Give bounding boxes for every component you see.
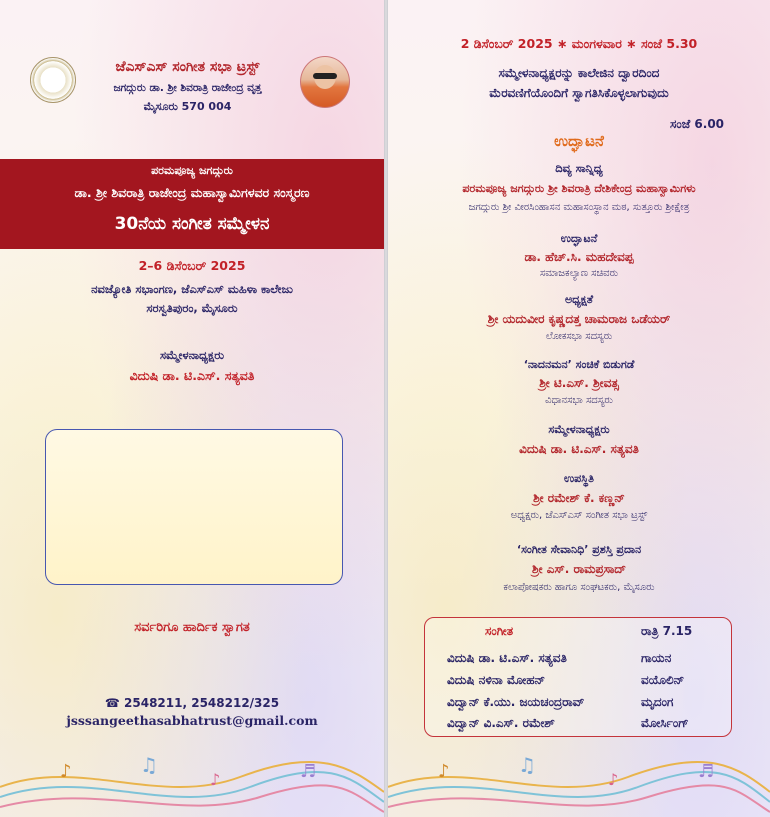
artist-name: ವಿದುಷಿ ಡಾ. ಟಿ.ಎಸ್. ಸತ್ಯವತಿ: [447, 651, 567, 665]
section-label: ಅಧ್ಯಕ್ಷತೆ: [564, 293, 594, 306]
title-banner: [0, 159, 384, 249]
section-desc: ಲೋಕಸಭಾ ಸದಸ್ಯರು: [545, 331, 613, 342]
swamiji-portrait: [300, 56, 350, 108]
inauguration-heading: ಉದ್ಘಾಟನೆ: [554, 132, 604, 150]
svg-text:♬: ♬: [698, 761, 715, 782]
music-notes-decoration: [0, 747, 384, 817]
president-name: ವಿದುಷಿ ಡಾ. ಟಿ.ಎಸ್. ಸತ್ಯವತಿ: [129, 368, 255, 383]
photo-placeholder: [45, 429, 343, 585]
artist-name: ವಿದ್ವಾನ್ ಕೆ.ಯು. ಜಯಚಂದ್ರರಾವ್: [447, 695, 585, 709]
section-label: ‘ಸಂಗೀತ ಸೇವಾನಿಧಿ’ ಪ್ರಶಸ್ತಿ ಪ್ರದಾನ: [516, 543, 642, 556]
concert-time: ರಾತ್ರಿ 7.15: [641, 624, 693, 638]
artist-role: ಮೋರ್ಸಿಂಗ್: [641, 716, 689, 730]
section-name: ವಿದುಷಿ ಡಾ. ಟಿ.ಎಸ್. ಸತ್ಯವತಿ: [519, 442, 639, 456]
section-label: ದಿವ್ಯ ಸಾನ್ನಿಧ್ಯ: [555, 161, 603, 175]
banner-line2: ಡಾ. ಶ್ರೀ ಶಿವರಾತ್ರಿ ರಾಜೇಂದ್ರ ಮಹಾಸ್ವಾಮಿಗಳವರ ಸಂಸ್ಮರಣ: [74, 185, 310, 200]
section-desc: ವಿಧಾನಸಭಾ ಸದಸ್ಯರು: [545, 395, 613, 406]
concert-box: [424, 617, 732, 737]
music-notes-decoration: [388, 747, 770, 817]
section-desc: ಅಧ್ಯಕ್ಷರು, ಜೆಎಸ್‌ಎಸ್ ಸಂಗೀತ ಸಭಾ ಟ್ರಸ್ಟ್: [510, 510, 648, 521]
section-name: ಡಾ. ಹೆಚ್.ಸಿ. ಮಹದೇವಪ್ಪ: [524, 250, 634, 264]
email-address: jsssangeethasabhatrust@gmail.com: [66, 713, 318, 728]
phone-numbers: ☎ 2548211, 2548212/325: [104, 696, 280, 710]
artist-role: ವಯೊಲಿನ್: [641, 673, 685, 687]
svg-text:♫: ♫: [518, 753, 536, 777]
section-name: ಶ್ರೀ ಟಿ.ಎಸ್. ಶ್ರೀವತ್ಸ: [539, 376, 619, 390]
svg-text:♪: ♪: [438, 761, 450, 782]
svg-text:♫: ♫: [140, 753, 158, 777]
artist-role: ಮೃದಂಗ: [641, 695, 674, 709]
svg-text:♪: ♪: [210, 770, 221, 789]
section-name: ಶ್ರೀ ಯದುವೀರ ಕೃಷ್ಣದತ್ತ ಚಾಮರಾಜ ಒಡೆಯರ್: [487, 312, 671, 326]
svg-text:♬: ♬: [300, 761, 317, 782]
section-label: ‘ನಾದನಮನ’ ಸಂಚಿಕೆ ಬಿಡುಗಡೆ: [523, 358, 635, 371]
section-label: ಉದ್ಘಾಟನೆ: [560, 232, 598, 245]
festival-dates: 2–6 ಡಿಸೆಂಬರ್ 2025: [138, 258, 246, 273]
trust-name: ಜೆಎಸ್‌ಎಸ್ ಸಂಗೀತ ಸಭಾ ಟ್ರಸ್ಟ್: [115, 59, 260, 75]
section-desc: ಕಲಾಪೋಷಕರು ಹಾಗೂ ಸಂಘಟಕರು, ಮೈಸೂರು: [503, 582, 655, 593]
concert-heading: ಸಂಗೀತ: [485, 624, 514, 638]
section-label: ಸಮ್ಮೇಳನಾಧ್ಯಕ್ಷರು: [548, 423, 610, 436]
procession-line1: ಸಮ್ಮೇಳನಾಧ್ಯಕ್ಷರನ್ನು ಕಾಲೇಜಿನ ದ್ವಾರದಿಂದ: [498, 66, 660, 80]
trust-logo: [30, 57, 76, 103]
left-panel: [0, 0, 384, 817]
address-line1: ಜಗದ್ಗುರು ಡಾ. ಶ್ರೀ ಶಿವರಾತ್ರಿ ರಾಜೇಂದ್ರ ವೃತ್ತ: [113, 82, 262, 94]
section-label: ಉಪಸ್ಥಿತಿ: [563, 472, 595, 485]
banner-line3: 30ನೆಯ ಸಂಗೀತ ಸಮ್ಮೇಳನ: [114, 214, 270, 234]
svg-text:♪: ♪: [60, 761, 72, 782]
section-name: ಶ್ರೀ ಎಸ್. ರಾಮಪ್ರಸಾದ್: [532, 562, 626, 576]
venue-line2: ಸರಸ್ವತಿಪುರಂ, ಮೈಸೂರು: [146, 301, 238, 315]
artist-role: ಗಾಯನ: [641, 651, 672, 665]
section-desc: ಸಮಾಜಕಲ್ಯಾಣ ಸಚಿವರು: [539, 268, 619, 279]
section-name: ಪರಮಪೂಜ್ಯ ಜಗದ್ಗುರು ಶ್ರೀ ಶಿವರಾತ್ರಿ ದೇಶಿಕೇಂದ್ರ ಮಹಾಸ್ವಾಮಿಗಳು: [462, 182, 696, 195]
president-label: ಸಮ್ಮೇಳನಾಧ್ಯಕ್ಷರು: [159, 348, 225, 362]
artist-name: ವಿದುಷಿ ನಳಿನಾ ಮೋಹನ್: [447, 673, 546, 687]
address-line2: ಮೈಸೂರು 570 004: [143, 100, 232, 113]
right-panel: [388, 0, 770, 817]
time-6pm: ಸಂಜೆ 6.00: [670, 117, 725, 131]
section-name: ಶ್ರೀ ರಮೇಶ್ ಕೆ. ಕಣ್ಣನ್: [533, 491, 625, 505]
artist-name: ವಿದ್ವಾನ್ ವಿ.ಎಸ್. ರಮೇಶ್: [447, 716, 555, 730]
section-desc: ಜಗದ್ಗುರು ಶ್ರೀ ವೀರಸಿಂಹಾಸನ ಮಹಾಸಂಸ್ಥಾನ ಮಠ, ಸುತ್ತೂರು ಶ್ರೀಕ್ಷೇತ್ರ: [468, 202, 690, 213]
procession-line2: ಮೆರವಣಿಗೆಯೊಂದಿಗೆ ಸ್ವಾಗತಿಸಿಕೊಳ್ಳಲಾಗುವುದು: [489, 86, 669, 100]
banner-line1: ಪರಮಪೂಜ್ಯ ಜಗದ್ಗುರು: [151, 164, 233, 177]
venue-line1: ನವಜ್ಯೋತಿ ಸಭಾಂಗಣ, ಜೆಎಸ್‌ಎಸ್ ಮಹಿಳಾ ಕಾಲೇಜು: [91, 282, 293, 296]
svg-text:♪: ♪: [608, 770, 619, 789]
event-date-line: 2 ಡಿಸೆಂಬರ್ 2025 ∗ ಮಂಗಳವಾರ ∗ ಸಂಜೆ 5.30: [460, 36, 698, 51]
welcome-text: ಸರ್ವರಿಗೂ ಹಾರ್ದಿಕ ಸ್ವಾಗತ: [134, 620, 250, 635]
